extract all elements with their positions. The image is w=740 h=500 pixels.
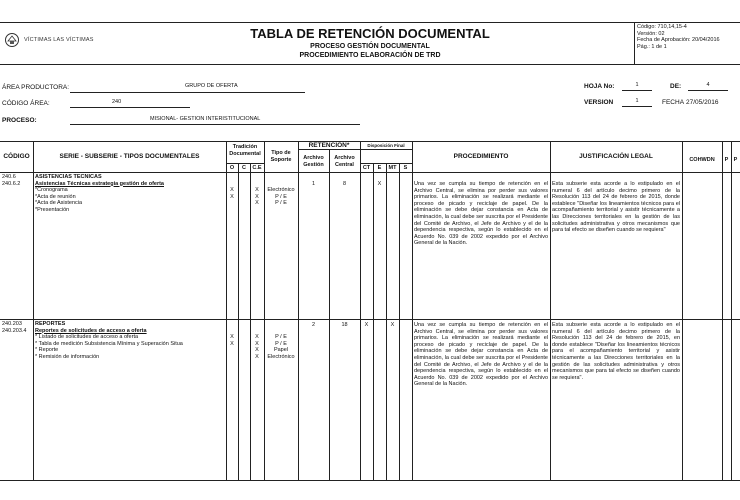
codigo-area-label: CÓDIGO ÁREA: bbox=[2, 100, 50, 107]
col-disp-ct: CT bbox=[362, 165, 371, 171]
proceso-label: PROCESO: bbox=[2, 117, 37, 124]
col-trad-ce: C.E bbox=[252, 165, 262, 171]
soporte-value: P / E bbox=[275, 334, 287, 340]
row-tipo-documental: *Cronograma bbox=[35, 187, 68, 194]
row-soporte bbox=[264, 187, 298, 207]
row-disp-ct: X bbox=[364, 322, 369, 328]
mark-ce: X bbox=[255, 187, 259, 193]
col-procedimiento: PROCEDIMIENTO bbox=[453, 153, 509, 160]
row-code-serie: 240.203 bbox=[2, 321, 22, 327]
row-serie-name: REPORTES bbox=[35, 321, 66, 327]
col-retencion: RETENCIÓN* bbox=[308, 142, 350, 149]
area-productora-label: ÁREA PRODUCTORA: bbox=[2, 84, 70, 91]
meta-fecha-aprobacion: Fecha de Aprobación: 20/04/2016 bbox=[637, 37, 720, 44]
mark-ce: X bbox=[255, 340, 259, 347]
col-justificacion: JUSTIFICACIÓN LEGAL bbox=[579, 153, 653, 160]
mark-ce: X bbox=[255, 353, 259, 360]
document-title: TABLA DE RETENCIÓN DOCUMENTAL bbox=[250, 26, 490, 41]
coat-of-arms-icon bbox=[4, 32, 20, 48]
row-soporte bbox=[264, 334, 298, 360]
row-code-subserie: 240.203.4 bbox=[2, 327, 27, 334]
row-code-subserie: 240.6.2 bbox=[2, 180, 21, 187]
version-value: 1 bbox=[635, 98, 639, 104]
col-disposicion: Disposición Final bbox=[367, 143, 405, 148]
row-codes bbox=[2, 321, 32, 334]
de-value: 4 bbox=[706, 82, 710, 88]
row-subserie-name: Reportes de solicitudes de acceso a oferta bbox=[35, 327, 147, 334]
col-p2: P bbox=[733, 157, 738, 163]
row-tipo-documental: * Remisión de información bbox=[35, 353, 100, 360]
col-disp-e: E bbox=[377, 165, 382, 171]
col-tradicion: Tradición Documental bbox=[229, 144, 261, 157]
row-serie-block bbox=[35, 321, 225, 361]
row-archivo-gestion: 1 bbox=[311, 181, 316, 187]
de-label: DE: bbox=[670, 83, 682, 90]
col-archivo-gestion: Archivo Gestión bbox=[303, 155, 324, 168]
fecha-value: 27/05/2016 bbox=[686, 99, 719, 106]
soporte-value: Electrónico bbox=[267, 187, 295, 193]
mark-o: X bbox=[230, 334, 234, 340]
row-archivo-central: 18 bbox=[341, 322, 348, 328]
row-code-serie: 240.6 bbox=[2, 174, 16, 180]
document-subtitle-1: PROCESO GESTIÓN DOCUMENTAL bbox=[310, 43, 430, 50]
col-disp-s: S bbox=[403, 165, 408, 171]
proceso-value: MISIONAL- GESTION INTERISTITUCIONAL bbox=[150, 116, 261, 122]
meta-codigo: Código: 710,14,15-4 bbox=[637, 24, 687, 30]
row-tipo-documental: *Acta de reunión bbox=[35, 193, 76, 200]
row-archivo-gestion: 2 bbox=[311, 322, 316, 328]
row-tipo-documental: * Reporte bbox=[35, 347, 59, 354]
row-disp-e: X bbox=[377, 181, 382, 187]
hoja-label: HOJA No: bbox=[584, 83, 615, 90]
row-serie-block bbox=[35, 174, 225, 214]
soporte-value: P / E bbox=[275, 193, 287, 200]
row-tipo-documental: *Presentación bbox=[35, 206, 70, 213]
mark-ce: X bbox=[255, 200, 259, 207]
mark-ce: X bbox=[255, 334, 259, 340]
document-subtitle-2: PROCEDIMIENTO ELABORACIÓN DE TRD bbox=[299, 52, 441, 59]
row-original-marks bbox=[226, 187, 238, 200]
codigo-area-value: 240 bbox=[112, 99, 122, 105]
soporte-value: P / E bbox=[275, 200, 287, 207]
col-p1: P bbox=[724, 157, 729, 163]
row-tipo-documental: *Acta de Asistencia bbox=[35, 200, 83, 207]
row-ce-marks bbox=[250, 187, 264, 207]
col-trad-c: C bbox=[242, 165, 246, 171]
row-codes bbox=[2, 174, 32, 187]
row-subserie-name: Asistencias Técnicas estrategia gestión de oferta bbox=[35, 180, 164, 187]
soporte-value: Electrónico bbox=[267, 353, 295, 360]
col-archivo-central: Archivo Central bbox=[334, 155, 355, 168]
mark-o: X bbox=[230, 193, 234, 200]
hoja-value: 1 bbox=[635, 82, 639, 88]
col-disp-mt: MT bbox=[388, 165, 397, 171]
col-serie: SERIE - SUBSERIE - TIPOS DOCUMENTALES bbox=[59, 153, 200, 160]
mark-ce: X bbox=[255, 193, 259, 200]
document-meta bbox=[637, 24, 740, 50]
row-tipo-documental: * Listado de solicitudes de acceso a oferta bbox=[35, 334, 139, 341]
soporte-value: P / E bbox=[275, 340, 287, 347]
logo bbox=[4, 32, 94, 48]
soporte-value: Papel bbox=[273, 347, 289, 354]
row-tipo-documental: * Tabla de medición Subsistencia Mínima y Superación Situa bbox=[35, 340, 183, 347]
col-codigo: CÓDIGO bbox=[3, 153, 30, 160]
row-procedimiento: Una vez se cumpla su tiempo de retención en el Archivo Central, se elimina por perder sus valores primarios. La eliminación se realizará mediante el proceso de picado y reciclaje de papel. De la eliminación se debe dejar constancia en Acta de eliminación, la cual debe ser suscrita por el Presidente del Comité de Archivo, el Jefe de Archivo y el de la dependencia respectiva, según lo establecido en el Acuerdo No. 039 de 2002 expedido por el Archivo General de la Nación. bbox=[414, 181, 548, 247]
col-cohwdn: COHWDN bbox=[689, 157, 715, 163]
mark-ce: X bbox=[255, 347, 259, 354]
row-archivo-central: 8 bbox=[342, 181, 347, 187]
row-serie-name: ASISTENCIAS TECNICAS bbox=[35, 174, 102, 180]
row-justificacion: Esta subserie esta acorde a lo estipulado en el numeral 6 del artículo decimo primero de la Resolución 113 del 24 de febrero de 2015, donde establece "Diseñar los lineamientos técnicos para el acompañamiento territorial y asistir técnicamente a las Direcciones territoriales en la gestión de las solicitudes administrativa y otros mecanismos que para tal efecto se diseñen cuando se requiera" bbox=[552, 181, 680, 234]
row-justificacion: Esta subserie esta acorde a lo estipulado en el numeral 6 del artículo decimo primero de la Resolución 113 del 24 de febrero de 2015, en donde establece "Diseñar los lineamientos técnicos para el acompañamiento territorial y asistir técnicamente a las Direcciones territoriales en la gestión de las solicitudes administrativa y otros mecanismos que para tal efecto se diseñen cuando se requiera". bbox=[552, 322, 680, 381]
version-label: VERSION bbox=[584, 99, 614, 106]
row-disp-mt: X bbox=[390, 322, 395, 328]
row-ce-marks bbox=[250, 334, 264, 360]
meta-pagina: Pág.: 1 de 1 bbox=[637, 43, 667, 50]
logo-text: VÍCTIMAS LAS VÍCTIMAS bbox=[24, 37, 94, 43]
col-tipo-soporte: Tipo de Soporte bbox=[270, 150, 292, 163]
area-productora-value: GRUPO DE OFERTA bbox=[185, 83, 238, 89]
mark-o: X bbox=[230, 187, 234, 193]
fecha-label: FECHA bbox=[662, 99, 685, 106]
col-trad-o: O bbox=[229, 165, 235, 171]
meta-version: Versión: 02 bbox=[637, 30, 665, 37]
mark-o: X bbox=[230, 340, 234, 347]
row-procedimiento: Una vez se cumpla su tiempo de retención en el Archivo Central, se elimina por perder sus valores primarios. La eliminación se realizará mediante el proceso de picado y reciclaje de papel. De la eliminación se debe dejar constancia en Acta de eliminación, la cual debe ser suscrita por el Presidente del Comité de Archivo, el Jefe de Archivo y el de la dependencia respectiva, según lo establecido en el Acuerdo No. 039 de 2002 expedido por el Archivo General de la Nación. bbox=[414, 322, 548, 388]
row-original-marks bbox=[226, 334, 238, 347]
